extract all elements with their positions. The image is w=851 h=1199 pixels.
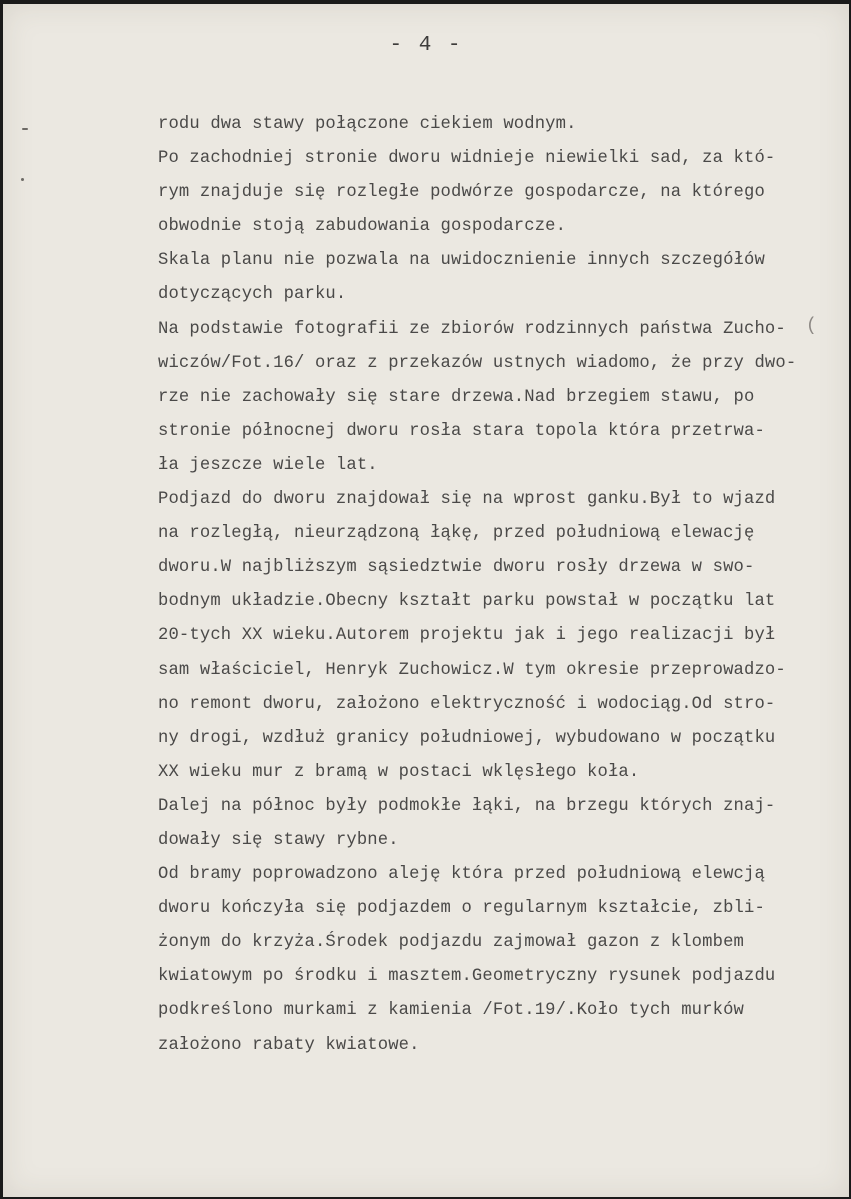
text-line: Na podstawie fotografii ze zbiorów rodzinnych państwa Zucho- [158, 319, 786, 339]
text-line: ła jeszcze wiele lat. [158, 455, 378, 475]
text-line: wiczów/Fot.16/ oraz z przekazów ustnych wiadomo, że przy dwo- [158, 353, 797, 373]
text-line: żonym do krzyża.Środek podjazdu zajmował gazon z klombem [158, 933, 744, 953]
margin-paren-mark: ( [806, 316, 817, 336]
text-line: podkreślono murkami z kamienia /Fot.19/.Koło tych murków [158, 1001, 744, 1021]
margin-dot-mark [21, 178, 24, 181]
text-line: dworu kończyła się podjazdem o regularnym kształcie, zbli- [158, 899, 765, 919]
text-line: rodu dwa stawy połączone ciekiem wodnym. [158, 115, 577, 134]
text-line: kwiatowym po środku i masztem.Geometryczny rysunek podjazdu [158, 967, 776, 987]
margin-dash-mark [22, 128, 28, 130]
body-text [158, 108, 818, 1063]
text-line: sam właściciel, Henryk Zuchowicz.W tym okresie przeprowadzo- [158, 660, 786, 680]
text-line: obwodnie stoją zabudowania gospodarcze. [158, 217, 567, 237]
text-line: Podjazd do dworu znajdował się na wprost ganku.Był to wjazd [158, 490, 776, 510]
text-line: no remont dworu, założono elektryczność i wodociąg.Od stro- [158, 694, 776, 714]
text-line: 20-tych XX wieku.Autorem projektu jak i jego realizacji był [158, 626, 776, 646]
text-line: dowały się stawy rybne. [158, 830, 399, 850]
text-line: dworu.W najbliższym sąsiedztwie dworu rosły drzewa w swo- [158, 558, 755, 578]
page-number: - 4 - [389, 34, 463, 57]
text-line: ny drogi, wzdłuż granicy południowej, wybudowano w początku [158, 728, 776, 748]
text-line: dotyczących parku. [158, 285, 347, 305]
text-line: rze nie zachowały się stare drzewa.Nad brzegiem stawu, po [158, 387, 755, 407]
document-page [3, 4, 849, 1197]
text-line: założono rabaty kwiatowe. [158, 1035, 420, 1055]
text-line: bodnym układzie.Obecny kształt parku powstał w początku lat [158, 592, 776, 612]
text-line: Dalej na północ były podmokłe łąki, na brzegu których znaj- [158, 796, 776, 816]
text-line: Od bramy poprowadzono aleję która przed południową elewcją [158, 865, 765, 885]
text-line: rym znajduje się rozległe podwórze gospodarcze, na którego [158, 183, 765, 203]
text-line: stronie północnej dworu rosła stara topola która przetrwa- [158, 421, 765, 441]
text-line: XX wieku mur z bramą w postaci wklęsłego koła. [158, 762, 640, 782]
text-line: Skala planu nie pozwala na uwidocznienie innych szczegółów [158, 251, 765, 271]
text-line: na rozległą, nieurządzoną łąkę, przed południową elewację [158, 524, 755, 544]
text-line: Po zachodniej stronie dworu widnieje niewielki sad, za któ- [158, 149, 776, 169]
